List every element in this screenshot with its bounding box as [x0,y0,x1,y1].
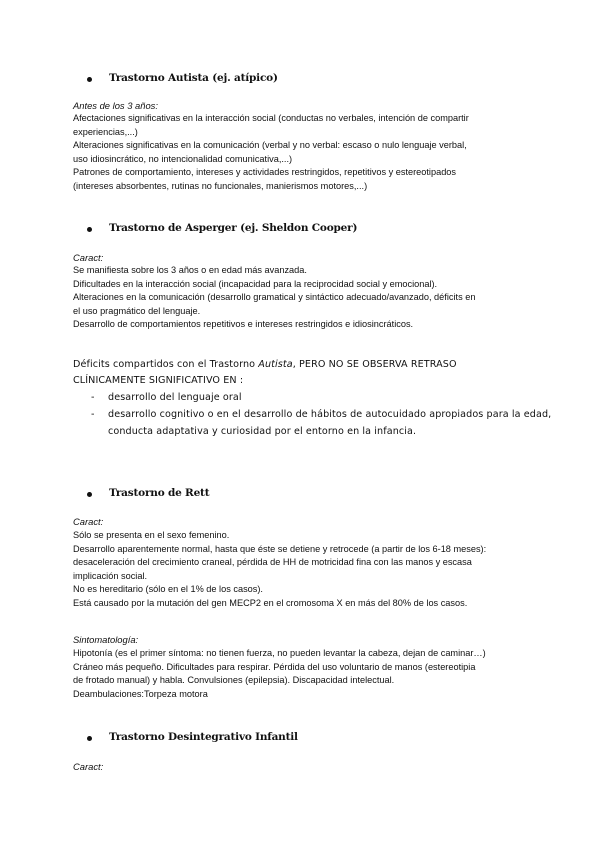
text-line: implicación social. [73,570,148,581]
text-line: Se manifiesta sobre los 3 años o en edad más avanzada. [73,265,307,275]
text-line: Desarrollo de comportamientos repetitivos e intereses restringidos e idiosincráticos. [73,319,414,330]
section-body-sintomatologia [73,647,486,701]
text-line: Patrones de comportamiento, intereses y actividades restringidos, repetitivos y estereotipados [73,167,457,178]
section-title-asperger: Trastorno de Asperger (ej. Sheldon Cooper) [109,222,358,234]
bullet-icon [87,227,92,232]
text-line: Dificultades en la interacción social (incapacidad para la reciprocidad social y emocional). [73,278,438,289]
note-line: Déficits compartidos con el Trastorno Autista, PERO NO SE OBSERVA RETRASO [73,359,457,370]
bullet-icon [87,77,92,82]
section-title-autista: Trastorno Autista (ej. atípico) [109,72,278,84]
dash-bullet: - [91,392,95,403]
text-line: Afectaciones significativas en la interacción social (conductas no verbales, intención de compartir [73,113,469,123]
asperger-note [73,357,457,389]
note-line: CLÍNICAMENTE SIGNIFICATIVO EN : [73,375,244,386]
section-title-desintegrativo: Trastorno Desintegrativo Infantil [109,731,298,743]
text-line: Está causado por la mutación del gen MECP2 en el cromosoma X en más del 80% de los casos. [73,597,468,608]
section-label: Antes de los 3 años: [73,100,158,111]
text-line: desaceleración del crecimiento craneal, pérdida de HH de motricidad fina con las manos y escasa [73,557,472,568]
section-body [73,112,469,194]
dash-bullet: - [91,409,95,420]
text-line: Hipotonía (es el primer síntoma: no tienen fuerza, no pueden levantar la cabeza, dejan de caminar…) [73,648,486,658]
section-label: Caract: [73,761,104,772]
section-label: Caract: [73,252,104,263]
text-line: uso idiosincrático, no intencionalidad comunicativa,...) [73,153,293,164]
text-line: Cráneo más pequeño. Dificultades para respirar. Pérdida del uso voluntario de manos (estereotipia [73,661,476,672]
note-item: desarrollo cognitivo o en el desarrollo de hábitos de autocuidado apropiados para la edad, [108,409,552,420]
text-line: experiencias,...) [73,126,138,137]
note-item: desarrollo del lenguaje oral [108,392,242,403]
text-line: el uso pragmático del lenguaje. [73,305,201,316]
bullet-icon [87,736,92,741]
section-label: Caract: [73,516,104,527]
text-line: Desarrollo aparentemente normal, hasta que éste se detiene y retrocede (a partir de los 6-18 meses): [73,543,487,554]
bullet-icon [87,492,92,497]
section-title-rett: Trastorno de Rett [109,487,210,499]
text-line: Deambulaciones:Torpeza motora [73,688,208,699]
section-body [73,529,486,611]
text-line: Alteraciones significativas en la comunicación (verbal y no verbal: escaso o nulo lenguaje verbal, [73,140,467,151]
section-label-sintomatologia: Sintomatología: [73,634,139,645]
text-line: No es hereditario (sólo en el 1% de los casos). [73,584,263,595]
text-line: Sólo se presenta en el sexo femenino. [73,530,230,540]
note-item-continuation: conducta adaptativa y curiosidad por el entorno en la infancia. [108,426,417,437]
text-line: Alteraciones en la comunicación (desarrollo gramatical y sintáctico adecuado/avanzado, déficits en [73,292,476,303]
text-line: de frotado manual) y habla. Convulsiones (epilepsia). Discapacidad intelectual. [73,675,395,686]
text-line: (intereses absorbentes, rutinas no funcionales, manierismos motores,...) [73,180,368,191]
section-body [73,264,475,332]
